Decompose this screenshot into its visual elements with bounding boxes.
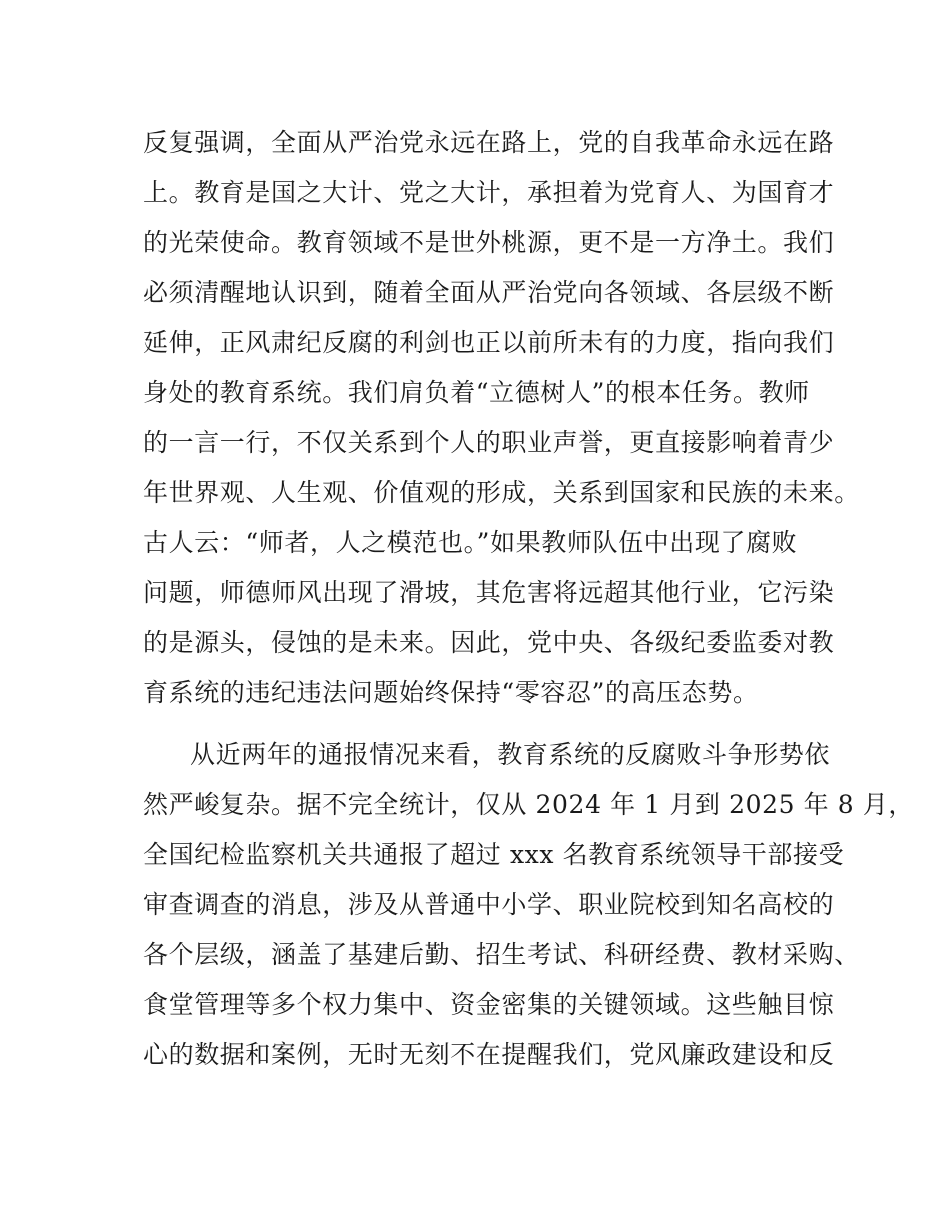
paragraph-1-line-7: 的一言一行，不仅关系到个人的职业声誉，更直接影响着青少 [143, 428, 835, 457]
paragraph-2-line-2: 然严峻复杂。据不完全统计，仅从 2024 年 1 月到 2025 年 8 月， [143, 790, 915, 819]
paragraph-2-line-3: 全国纪检监察机关共通报了超过 xxx 名教育系统领导干部接受 [143, 840, 845, 869]
paragraph-2-line-5: 各个层级，涵盖了基建后勤、招生考试、科研经费、教材采购、 [143, 940, 860, 969]
paragraph-1-line-12: 育系统的违纪违法问题始终保持“零容忍”的高压态势。 [143, 678, 759, 707]
paragraph-1-line-5: 延伸，正风肃纪反腐的利剑也正以前所未有的力度，指向我们 [143, 328, 835, 357]
paragraph-1-line-9: 古人云：“师者，人之模范也。”如果教师队伍中出现了腐败 [143, 528, 798, 557]
paragraph-2-line-7: 心的数据和案例，无时无刻不在提醒我们，党风廉政建设和反 [143, 1040, 835, 1069]
paragraph-1-line-2: 上。教育是国之大计、党之大计，承担着为党育人、为国育才 [143, 178, 835, 207]
paragraph-1-line-1: 反复强调，全面从严治党永远在路上，党的自我革命永远在路 [143, 128, 835, 157]
paragraph-1-line-3: 的光荣使命。教育领域不是世外桃源，更不是一方净土。我们 [143, 228, 835, 257]
paragraph-1-line-10: 问题，师德师风出现了滑坡，其危害将远超其他行业，它污染 [143, 578, 835, 607]
paragraph-1-line-4: 必须清醒地认识到，随着全面从严治党向各领域、各层级不断 [143, 278, 835, 307]
paragraph-1-line-6: 身处的教育系统。我们肩负着“立德树人”的根本任务。教师 [143, 378, 810, 407]
paragraph-2-line-4: 审查调查的消息，涉及从普通中小学、职业院校到知名高校的 [143, 890, 835, 919]
paragraph-2-line-1: 从近两年的通报情况来看，教育系统的反腐败斗争形势依 [190, 740, 831, 769]
paragraph-2-line-6: 食堂管理等多个权力集中、资金密集的关键领域。这些触目惊 [143, 990, 835, 1019]
paragraph-1-line-8: 年世界观、人生观、价值观的形成，关系到国家和民族的未来。 [143, 478, 860, 507]
paragraph-1-line-11: 的是源头，侵蚀的是未来。因此，党中央、各级纪委监委对教 [143, 628, 835, 657]
